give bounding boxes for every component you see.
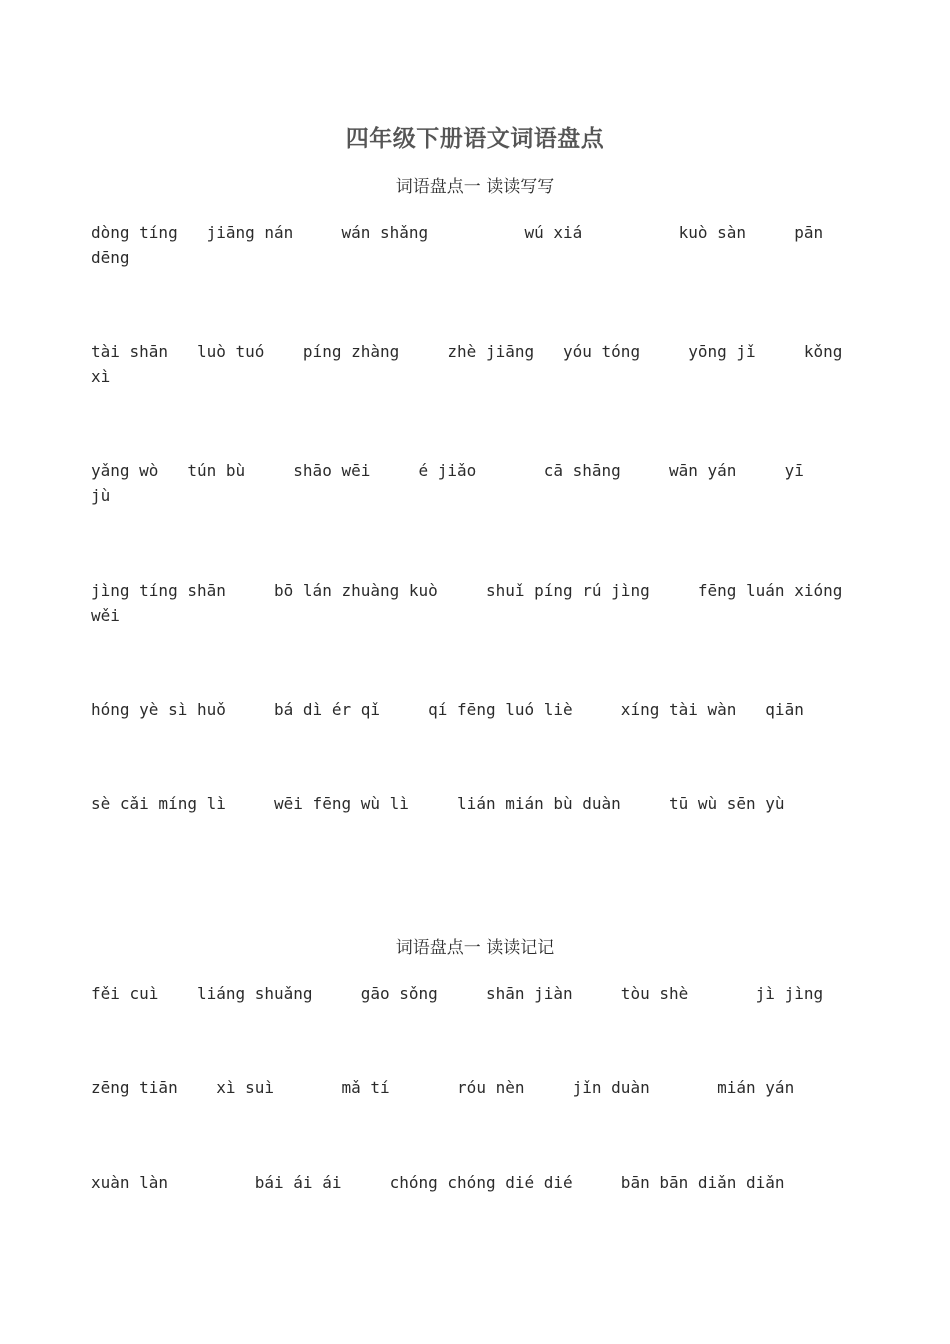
pinyin-line: dòng tíng jiāng nán wán shǎng wú xiá kuò sàn pān dēng	[91, 223, 824, 267]
pinyin-line: tài shān luò tuó píng zhàng zhè jiāng yóu tóng yōng jǐ kǒng xì	[91, 342, 843, 386]
pinyin-line: zēng tiān xì suì mǎ tí róu nèn jǐn duàn mián yán	[91, 1078, 795, 1097]
section-heading-read-write: 词语盘点一 读读写写	[395, 177, 555, 197]
pinyin-line: hóng yè sì huǒ bá dì ér qǐ qí fēng luó liè xíng tài wàn qiān	[91, 700, 804, 719]
pinyin-line: sè cǎi míng lì wēi fēng wù lì lián mián bù duàn tū wù sēn yù	[91, 794, 785, 813]
pinyin-line: jìng tíng shān bō lán zhuàng kuò shuǐ píng rú jìng fēng luán xióng wěi	[91, 581, 843, 625]
section-heading-read-remember: 词语盘点一 读读记记	[395, 938, 555, 958]
pinyin-line: xuàn làn bái ái ái chóng chóng dié dié bān bān diǎn diǎn	[91, 1173, 785, 1192]
pinyin-line: yǎng wò tún bù shāo wēi é jiǎo cā shāng wān yán yī jù	[91, 461, 804, 505]
pinyin-line: fěi cuì liáng shuǎng gāo sǒng shān jiàn tòu shè jì jìng	[91, 984, 824, 1003]
page-title: 四年级下册语文词语盘点	[345, 125, 605, 152]
